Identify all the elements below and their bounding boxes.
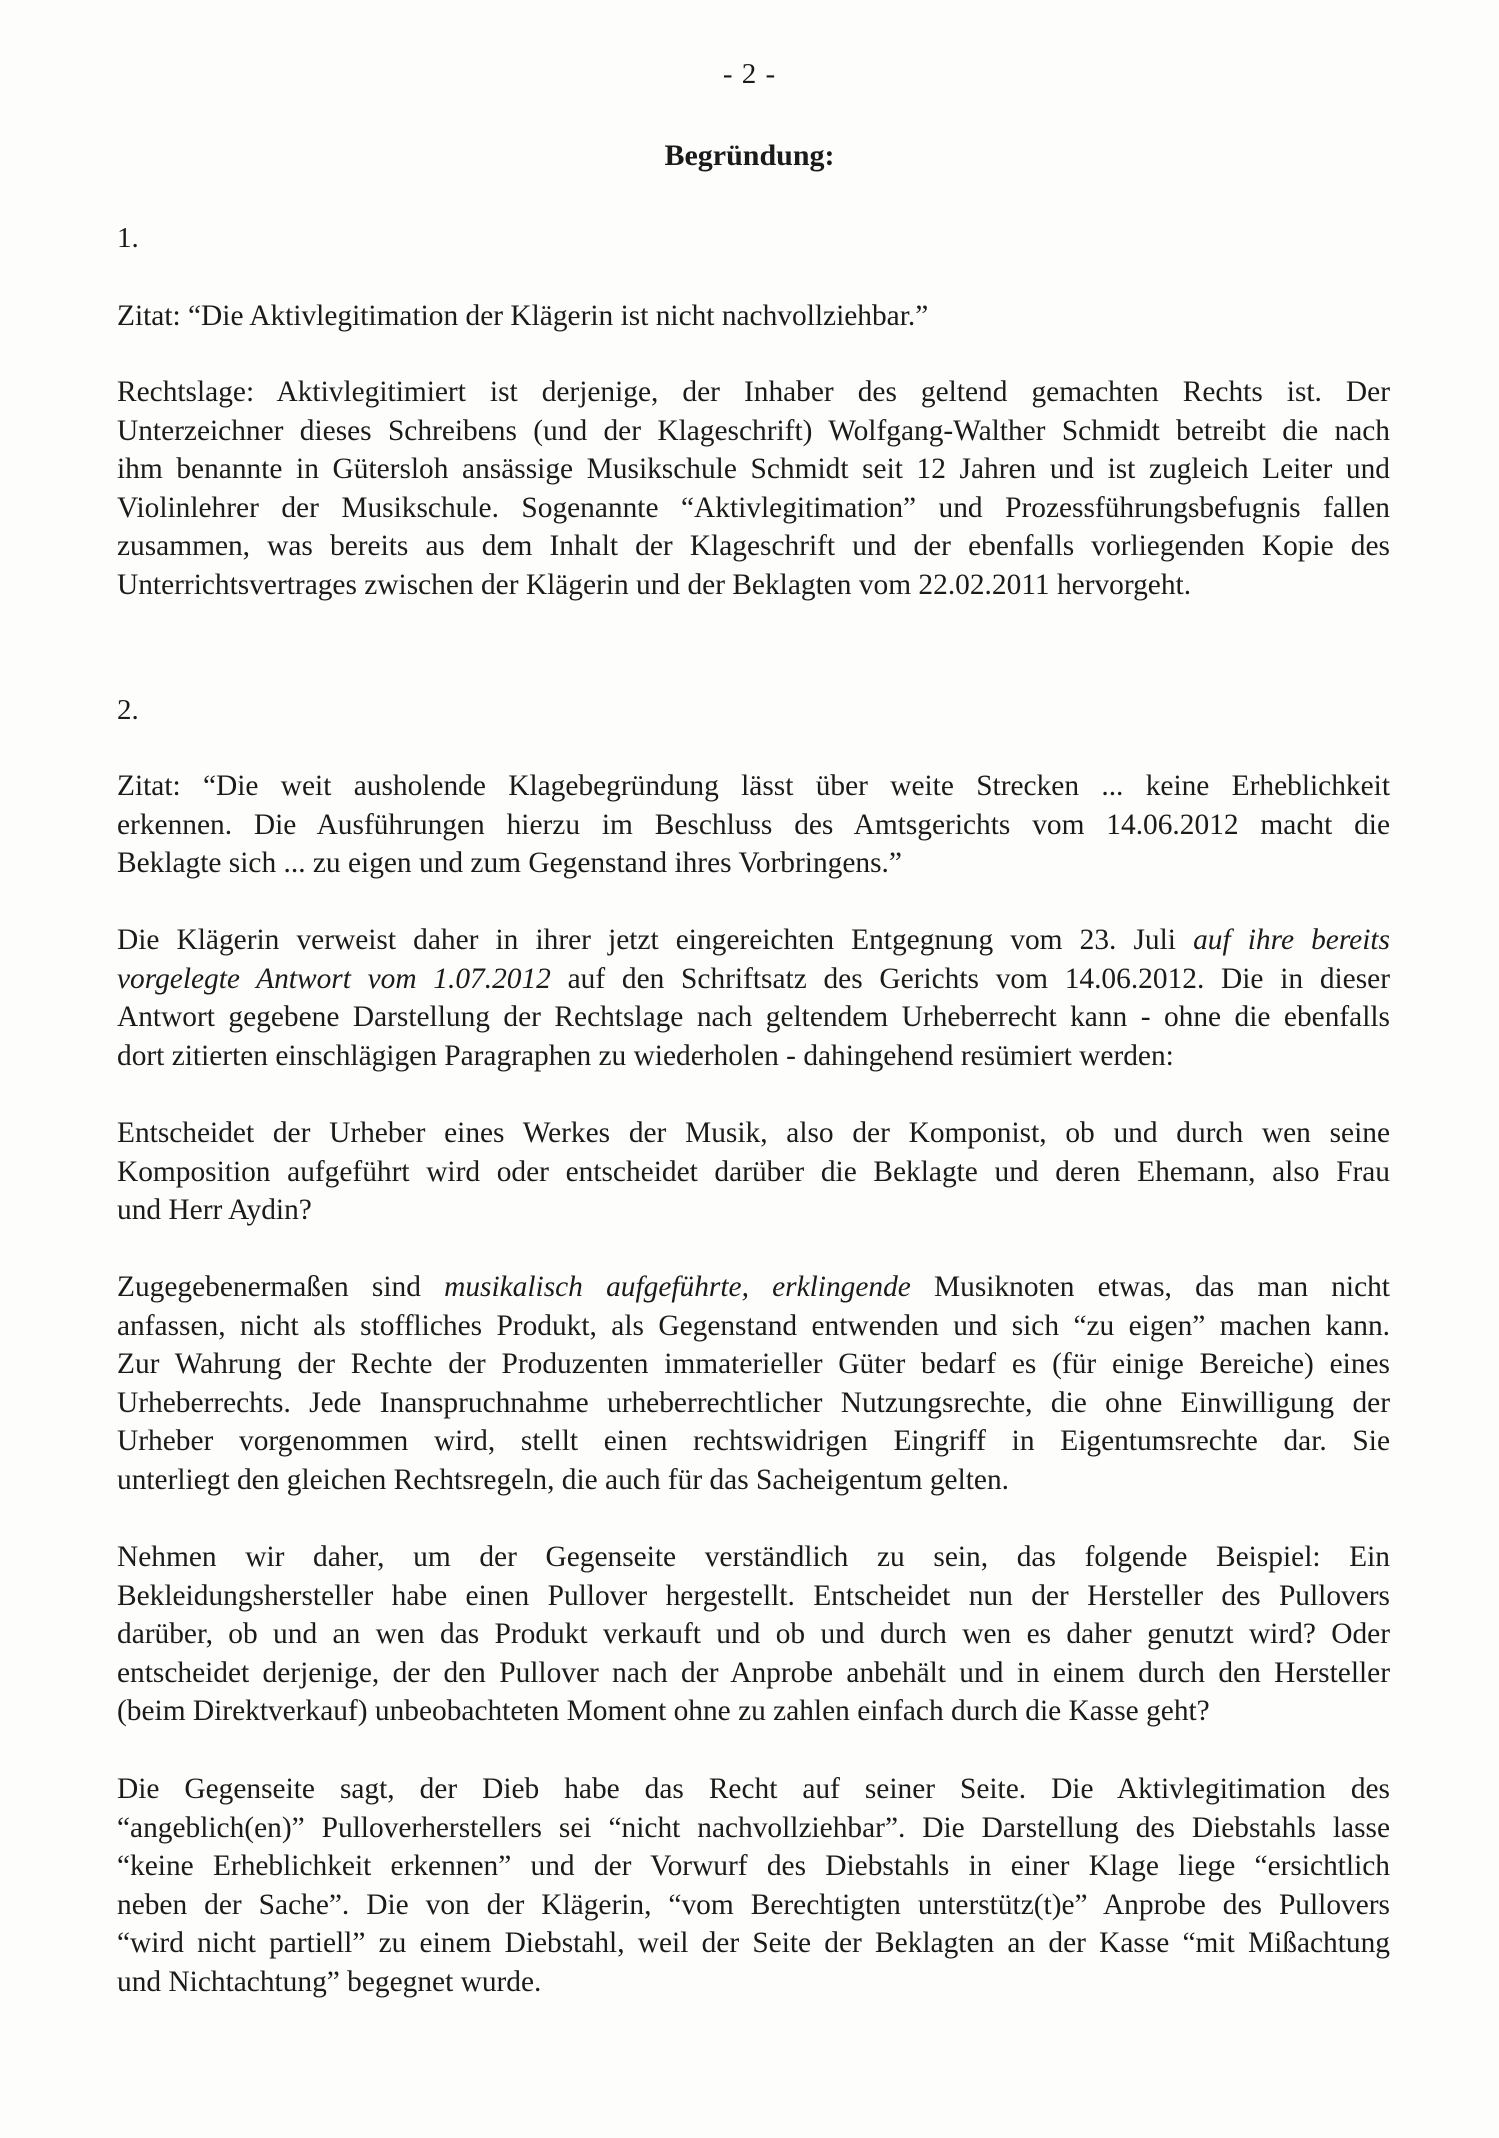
paragraph-line: darüber, ob und an wen das Produkt verkauft und ob und durch wen es daher genutzt wird? Oder <box>117 1618 1390 1650</box>
paragraph-line: Violinlehrer der Musikschule. Sogenannte “Aktivlegitimation” und Prozessführungsbefugnis fallen <box>117 491 1390 524</box>
text-run: Zugegebenermaßen sind <box>117 1271 445 1303</box>
paragraph-entgegnung <box>117 921 1390 1075</box>
italic-text: vorgelegte Antwort vom 1.07.2012 <box>117 962 551 995</box>
italic-text: musikalisch aufgeführte, erklingende <box>444 1271 911 1303</box>
paragraph-line: Komposition aufgeführt wird oder entscheidet darüber die Beklagte und deren Ehemann, also Frau <box>117 1155 1390 1188</box>
quote-2-line: erkennen. Die Ausführungen hierzu im Beschluss des Amtsgerichts vom 14.06.2012 macht die <box>117 808 1390 841</box>
paragraph-line: anfassen, nicht als stoffliches Produkt, als Gegenstand entwenden und sich “zu eigen” machen kann. <box>117 1309 1390 1342</box>
paragraph-line: Antwort gegebene Darstellung der Rechtslage nach geltendem Urheberrecht kann - ohne die ebenfalls <box>117 1001 1390 1033</box>
paragraph-line: Unterzeichner dieses Schreibens (und der Klageschrift) Wolfgang-Walther Schmidt betreibt die nach <box>117 414 1390 447</box>
paragraph-line: und Nichtachtung” begegnet wurde. <box>117 1965 542 1998</box>
section-number-1: 1. <box>117 222 139 254</box>
text-run: Musiknoten etwas, das man nicht <box>910 1271 1390 1303</box>
paragraph-line: Urheber vorgenommen wird, stellt einen rechtswidrigen Eingriff in Eigentumsrechte dar. Sie <box>117 1425 1390 1457</box>
paragraph-urheber <box>117 1114 1390 1230</box>
paragraph-line: Die Gegenseite sagt, der Dieb habe das Recht auf seiner Seite. Die Aktivlegitimation des <box>117 1773 1390 1805</box>
paragraph-line: Unterrichtsvertrages zwischen der Klägerin und der Beklagten vom 22.02.2011 hervorgeht. <box>117 568 1192 601</box>
quote-1 <box>117 297 1390 336</box>
paragraph-line: “wird nicht partiell” zu einem Diebstahl, weil der Seite der Beklagten an der Kasse “mit Mißachtung <box>117 1927 1390 1959</box>
paragraph-line <box>117 921 1390 960</box>
paragraph-line: dort zitierten einschlägigen Paragraphen zu wiederholen - dahingehend resümiert werden: <box>117 1039 1174 1072</box>
paragraph-line: Bekleidungshersteller habe einen Pullover hergestellt. Entscheidet nun der Hersteller des Pullovers <box>117 1579 1390 1612</box>
paragraph-line <box>117 1268 1390 1307</box>
paragraph-line: “keine Erheblichkeit erkennen” und der Vorwurf des Diebstahls in einer Klage liege “ersichtlich <box>117 1850 1390 1882</box>
section-heading: Begründung: <box>664 139 835 172</box>
paragraph-line: Nehmen wir daher, um der Gegenseite verständlich zu sein, das folgende Beispiel: Ein <box>117 1541 1390 1573</box>
paragraph-line: zusammen, was bereits aus dem Inhalt der Klageschrift und der ebenfalls vorliegenden Kopie des <box>117 530 1390 562</box>
paragraph-line: Rechtslage: Aktivlegitimiert ist derjenige, der Inhaber des geltend gemachten Rechts ist. Der <box>117 376 1390 408</box>
section-number-2: 2. <box>117 694 139 726</box>
paragraph-musiknoten <box>117 1268 1390 1499</box>
quote-2 <box>117 767 1390 883</box>
paragraph-line: “angeblich(en)” Pulloverherstellers sei “nicht nachvollziehbar”. Die Darstellung des Diebstahls lasse <box>117 1811 1390 1844</box>
text-run: Die Klägerin verweist daher in ihrer jetzt eingereichten Entgegnung vom 23. Juli <box>117 924 1194 956</box>
paragraph-line: Zur Wahrung der Rechte der Produzenten immaterieller Güter bedarf es (für einige Bereiche) eines <box>117 1348 1390 1380</box>
page-number: - 2 - <box>722 58 777 90</box>
quote-1-line: Zitat: “Die Aktivlegitimation der Klägerin ist nicht nachvollziehbar.” <box>117 300 929 332</box>
paragraph-gegenseite <box>117 1770 1390 2001</box>
paragraph-beispiel <box>117 1538 1390 1731</box>
italic-text: auf ihre bereits <box>1193 924 1390 956</box>
paragraph-line: neben der Sache”. Die von der Klägerin, “vom Berechtigten unterstütz(t)e” Anprobe des Pullovers <box>117 1888 1390 1921</box>
paragraph-line: (beim Direktverkauf) unbeobachteten Moment ohne zu zahlen einfach durch die Kasse geht? <box>117 1695 1210 1727</box>
paragraph-line: unterliegt den gleichen Rechtsregeln, die auch für das Sacheigentum gelten. <box>117 1463 1010 1496</box>
paragraph-line: und Herr Aydin? <box>117 1194 312 1226</box>
quote-2-line: Zitat: “Die weit ausholende Klagebegründung lässt über weite Strecken ... keine Erheblichkeit <box>117 770 1390 802</box>
paragraph-line: Urheberrechts. Jede Inanspruchnahme urheberrechtlicher Nutzungsrechte, die ohne Einwilligung der <box>117 1386 1390 1419</box>
paragraph-line <box>117 960 1390 999</box>
paragraph-line: entscheidet derjenige, der den Pullover nach der Anprobe anbehält und in einem durch den Hersteller <box>117 1656 1390 1689</box>
paragraph-line: ihm benannte in Gütersloh ansässige Musikschule Schmidt seit 12 Jahren und ist zugleich Leiter und <box>117 453 1390 485</box>
paragraph-line: Entscheidet der Urheber eines Werkes der Musik, also der Komponist, ob und durch wen seine <box>117 1117 1390 1149</box>
text-run: auf den Schriftsatz des Gerichts vom 14.06.2012. Die in dieser <box>550 962 1390 995</box>
quote-2-line: Beklagte sich ... zu eigen und zum Gegenstand ihres Vorbringens.” <box>117 847 902 879</box>
paragraph-rechtslage <box>117 373 1390 604</box>
